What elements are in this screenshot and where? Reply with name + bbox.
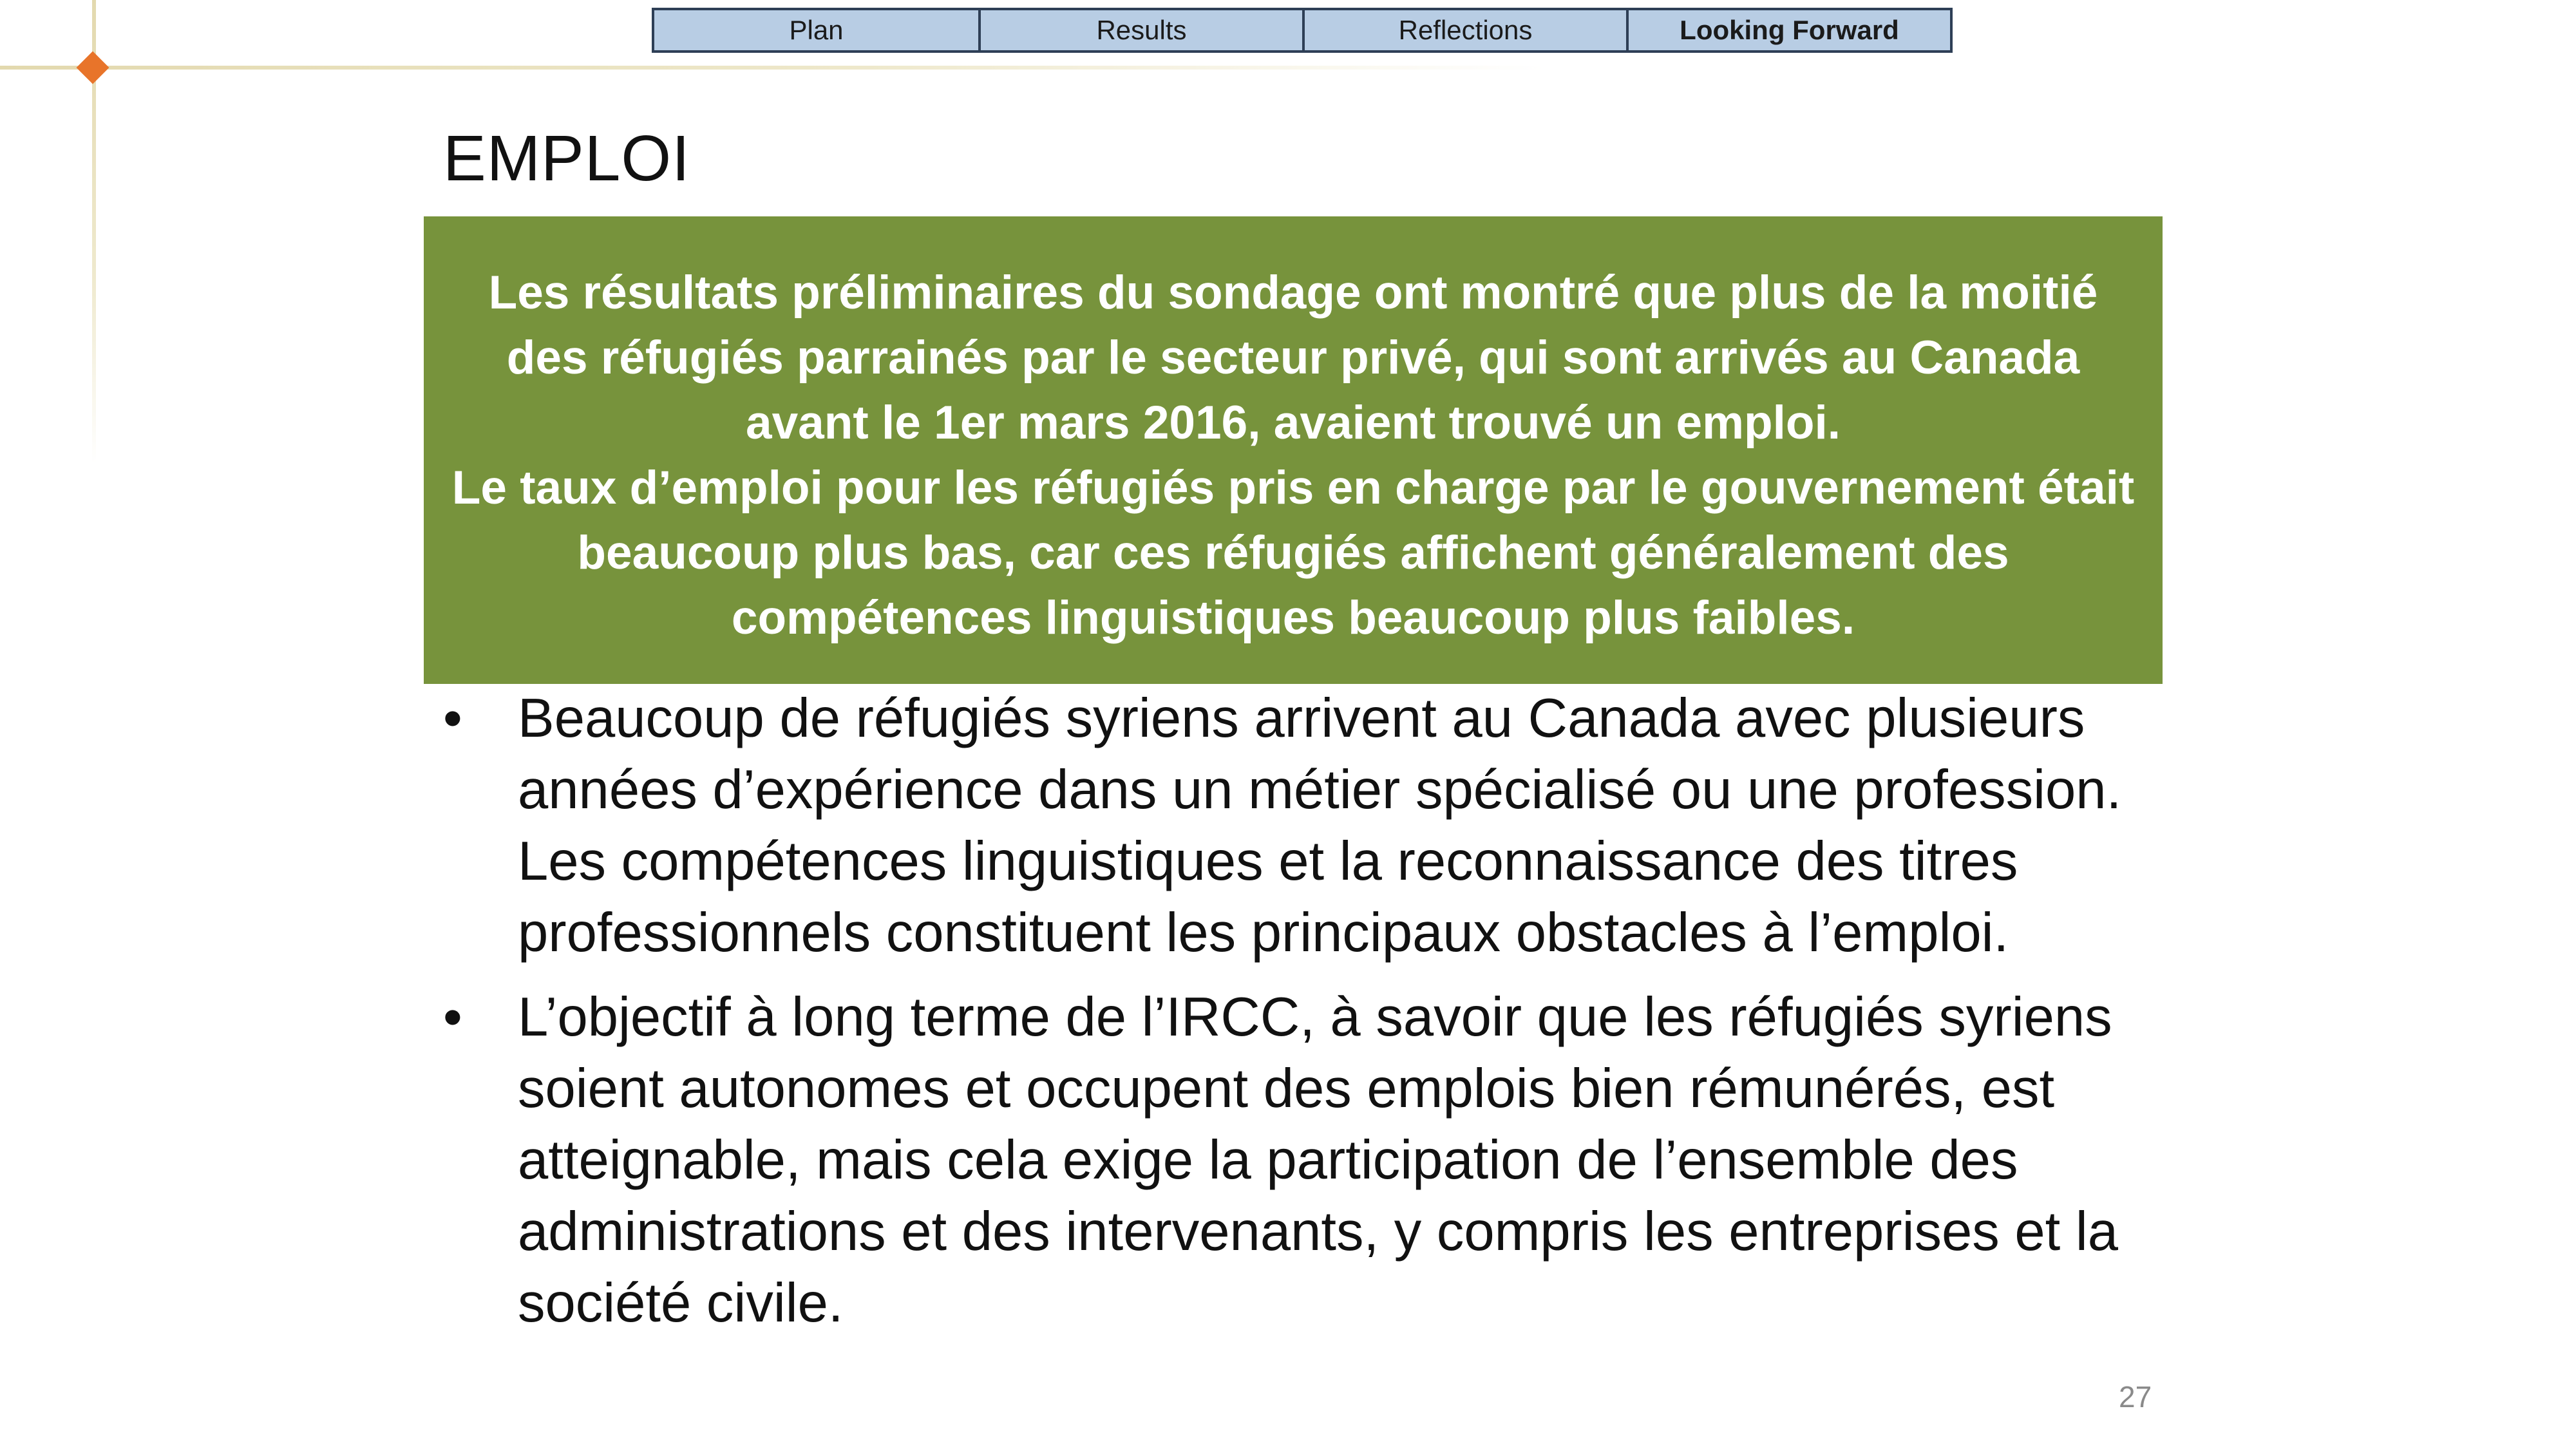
tab-reflections[interactable]: Reflections <box>1302 10 1626 50</box>
bullet-list <box>438 683 2164 1352</box>
decorative-horizontal-line <box>0 66 1546 70</box>
callout-paragraph: Les résultats préliminaires du sondage ont montré que plus de la moitié des réfugiés parrainés par le secteur privé, qui sont arrivés au Canada avant le 1er mars 2016, avaient trouvé un emploi. <box>488 267 2098 449</box>
list-item <box>438 981 2164 1339</box>
bullet-text: Beaucoup de réfugiés syriens arrivent au Canada avec plusieurs années d’expérience dans un métier spécialisé ou une profession. Les compétences linguistiques et la reconnaissance des titres professionnels constituent les principaux obstacles à l’emploi. <box>518 688 2122 963</box>
section-navigation <box>652 8 1953 53</box>
tab-looking-forward[interactable]: Looking Forward <box>1626 10 1950 50</box>
callout-paragraph: Le taux d’emploi pour les réfugiés pris en charge par le gouvernement était beaucoup plus bas, car ces réfugiés affichent généralement des compétences linguistiques beaucoup plus faibles. <box>451 462 2135 644</box>
bullet-text: L’objectif à long terme de l’IRCC, à savoir que les réfugiés syriens soient autonomes et occupent des emplois bien rémunérés, est atteignable, mais cela exige la participation de l’ensemble des administrations et des intervenants, y compris les entreprises et la société civile. <box>518 987 2119 1334</box>
highlight-callout <box>424 216 2163 684</box>
bullet-icon: • <box>443 987 462 1048</box>
page-number: 27 <box>2119 1380 2152 1414</box>
bullet-icon: • <box>443 688 462 749</box>
tab-results[interactable]: Results <box>978 10 1302 50</box>
decorative-diamond-icon <box>77 52 109 84</box>
list-item <box>438 683 2164 969</box>
page-title: EMPLOI <box>443 122 690 194</box>
tab-plan[interactable]: Plan <box>654 10 978 50</box>
